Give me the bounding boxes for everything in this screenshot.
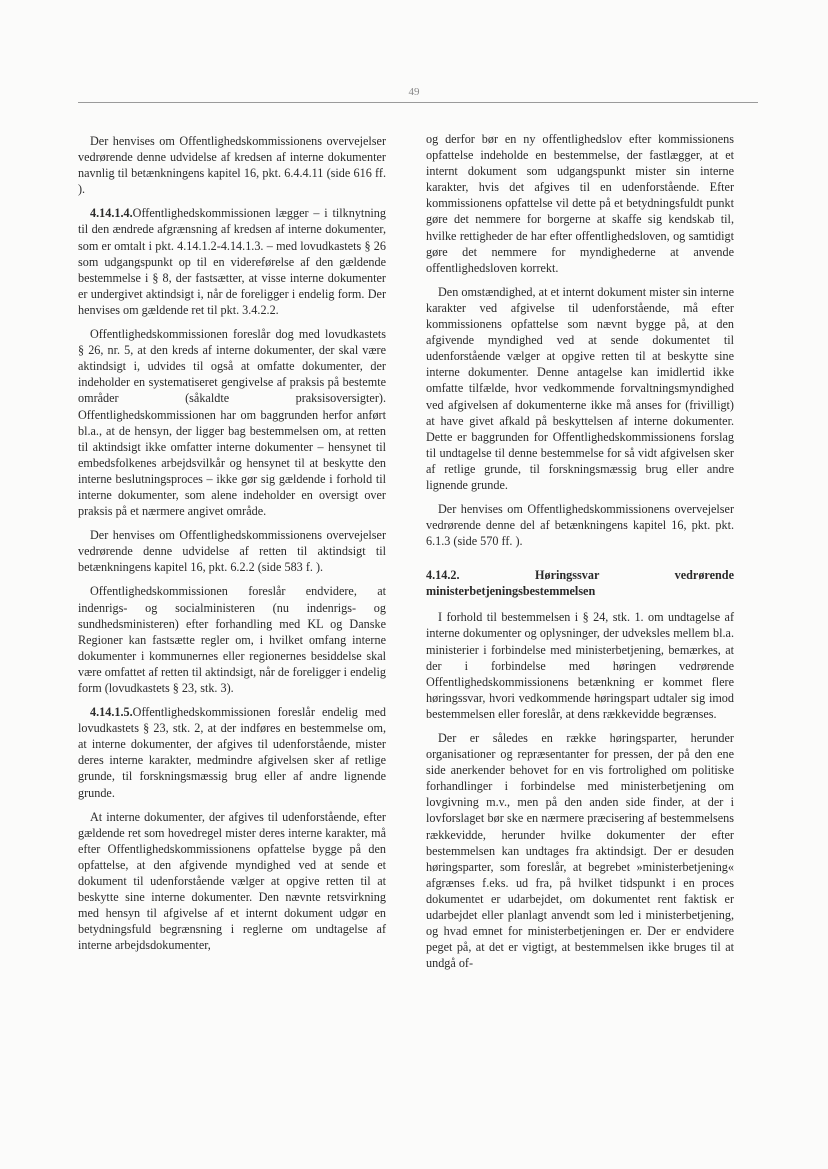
paragraph: Offentlighedskommissionen foreslår dog med lovudkastets § 26, nr. 5, at den kreds af interne dokumenter, der skal være aktindsigt i, udvides til også at omfatte dokumenter, der indeholder en systematiseret gengivelse af praksis på bestemte områder (såkaldte praksisoversigter). Offentlighedskommissionen har om baggrunden herfor anført bl.a., at de hensyn, der ligger bag bestemmelsen om, at retten til aktindsigt ikke omfatter interne dokumenter – hensynet til embedsfolkenes arbejdsvilkår og hensynet til at beskytte den interne beslutningsproces – ikke gør sig gældende i forhold til interne dokumenter, som alene indeholder en oversigt over praksis på et nærmere angivet område. (78, 327, 386, 519)
page-number: 49 (408, 86, 420, 98)
paragraph: At interne dokumenter, der afgives til udenforstående, efter gældende ret som hovedregel mister deres interne karakter, må efter Offentlighedskommissionens opfattelse bygge på den opfattelse, at den afgivende myndighed ved at sende et dokument til udenforstående vælger at opgive retten til at beskytte sine interne dokumenter. Den nævnte retsvirkning med hensyn til afgivelse af et internt dokument udgør en betydningsfuld begrænsning i reglerne om undtagelse af interne arbejdsdokumenter, (78, 809, 386, 953)
header-rule (78, 102, 758, 103)
section-number: 4.14.1.5. (90, 705, 133, 720)
paragraph: 4.14.1.5.Offentlighedskommissionen foreslår endelig med lovudkastets § 23, stk. 2, at der indføres en bestemmelse om, at interne dokumenter, der afgives til udenforstående, mister deres interne karakter, medmindre afgivelsen sker af retlige grunde, til forskningsmæssig brug eller af andre lignende grunde. (78, 705, 386, 800)
paragraph: Der er således en række høringsparter, herunder organisationer og repræsentanter for pressen, der på den ene side anerkender behovet for en vis fortrolighed om politiske forhandlinger i forbindelse med ministerbetjening om lovgivning m.v., men på den anden side finder, at der i lovforslaget bør ske en nærmere præcisering af bestemmelsens rækkevidde, herunder hvilke dokumenter der efter bestemmelsen kan undtages fra aktindsigt. Der er desuden høringsparter, som foreslår, at begrebet »ministerbetjening« afgrænses f.eks. ud fra, på hvilket tidspunkt i en proces dokumentet er udarbejdet, om dokumentet rent faktisk er udarbejdet eller planlagt anvendt som led i ministerbetjening, og hvad emnet for ministerbetjeningen er. Der er endvidere peget på, at det er vigtigt, at bestemmelsen ikke bruges til at undgå of- (426, 731, 734, 971)
right-column (426, 131, 734, 979)
left-column (78, 133, 386, 962)
paragraph: I forhold til bestemmelsen i § 24, stk. 1. om undtagelse af interne dokumenter og oplysninger, der udveksles mellem bl.a. ministerier i forbindelse med ministerbetjening, bemærkes, at der i forbindelse med høringen vedrørende Offentlighedskommissionens betænkning er kommet flere høringssvar, hvori vedkommende høringspart udtaler sig imod bestemmelsen eller foreslår, at dens rækkevidde begrænses. (426, 610, 734, 721)
paragraph: Der henvises om Offentlighedskommissionens overvejelser vedrørende denne del af betænkningens kapitel 16, pkt. pkt. 6.1.3 (side 570 ff. ). (426, 502, 734, 549)
paragraph: Den omstændighed, at et internt dokument mister sin interne karakter ved afgivelse til udenforstående, må efter kommissionens opfattelse som nævnt bygge på, at den afgivende myndighed ved at sende dokumentet til udenforstående vælger at opgive retten til at beskytte sine interne dokumenter. Denne antagelse kan imidlertid ikke omfatte tilfælde, hvor vedkommende forvaltningsmyndighed ved afgivelsen af dokumenterne ikke må anses for (frivilligt) at have givet afkald på beskyttelsen af interne dokumenter. Dette er baggrunden for Offentlighedskommissionens forslag til undtagelse til denne bestemmelse for så vidt afgivelsen sker af retlige grunde, til forskningsmæssig brug eller andre lignende grunde. (426, 284, 734, 492)
paragraph: og derfor bør en ny offentlighedslov efter kommissionens opfattelse indeholde en bestemmelse, der fastlægger, at et internt dokument som udgangspunkt mister sin interne karakter, hvis det afgives til en udenforstående. Efter kommissionens opfattelse vil dette på et betydningsfuldt punkt gøre det nemmere for borgerne at skaffe sig kendskab til, hvilke rettigheder de har efter offentlighedsloven, og samtidigt gøre det nemmere for myndighederne at anvende offentlighedsloven korrekt. (426, 132, 734, 275)
paragraph: 4.14.1.4.Offentlighedskommissionen lægger – i tilknytning til den ændrede afgrænsning af kredsen af interne dokumenter, som er omtalt i pkt. 4.14.1.2-4.14.1.3. – med lovudkastets § 26 som udgangspunkt op til en videreførelse af den gældende bestemmelse i § 8, der fastsætter, at visse interne dokumenter er undergivet aktindsigt i, når de foreligger i endelig form. Der henvises om gældende ret til pkt. 3.4.2.2. (78, 206, 386, 317)
paragraph: Der henvises om Offentlighedskommissionens overvejelser vedrørende denne udvidelse af kredsen af interne dokumenter navnlig til betænkningens kapitel 16, pkt. 6.4.4.11 (side 616 ff. ). (78, 134, 386, 197)
paragraph: Offentlighedskommissionen foreslår endvidere, at indenrigs- og socialministeren (nu indenrigs- og sundhedsministeren) efter forhandling med KL og Danske Regioner kan fastsætte regler om, i hvilket omfang interne dokumenter i kommunernes eller regionernes besiddelse skal være omfattet af retten til aktindsigt, når de foreligger i endelig form (lovudkastets § 23, stk. 3). (78, 584, 386, 695)
section-number: 4.14.1.4. (90, 206, 133, 221)
paragraph: Der henvises om Offentlighedskommissionens overvejelser vedrørende denne udvidelse af retten til aktindsigt til betænkningens kapitel 16, pkt. 6.2.2 (side 583 f. ). (78, 528, 386, 575)
section-heading: 4.14.2. Høringssvar vedrørende ministerbetjeningsbestemmelsen (426, 568, 734, 599)
